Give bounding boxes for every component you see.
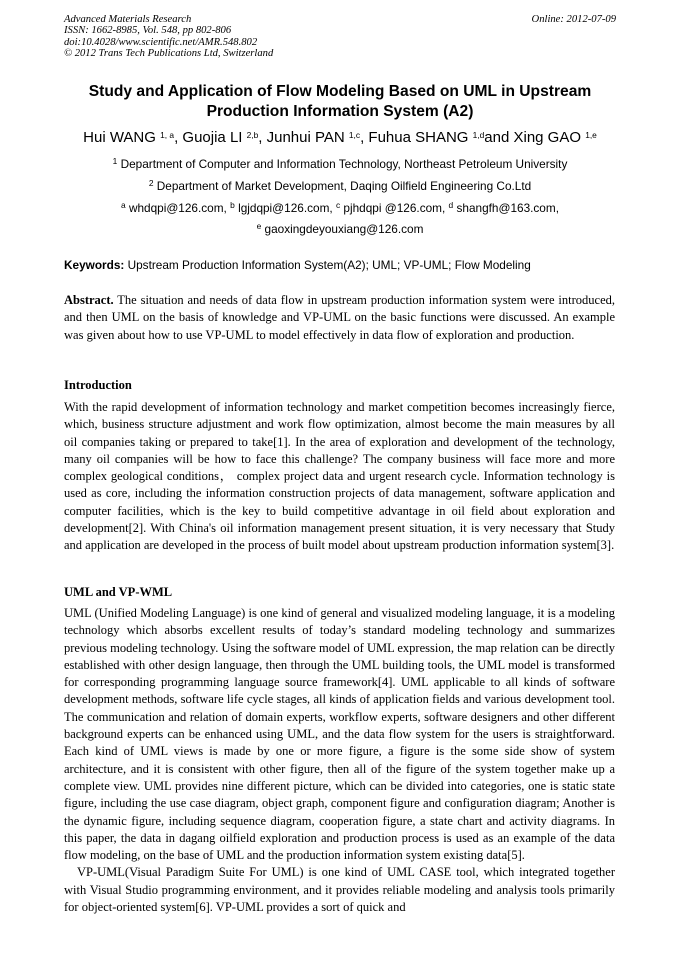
uml-section-body: [64, 605, 615, 916]
section-heading-introduction: Introduction: [64, 378, 132, 392]
keywords-label: Keywords:: [64, 258, 125, 272]
doi-line: doi:10.4028/www.scientific.net/AMR.548.802: [64, 36, 258, 48]
email-mark: c: [335, 200, 341, 210]
author-name: , Guojia LI: [174, 129, 247, 146]
author-affiliation-mark: 1, a: [160, 130, 175, 140]
author-list: [40, 128, 640, 148]
email-line-1: [40, 201, 640, 216]
email-mark: e: [256, 221, 262, 231]
journal-name: Advanced Materials Research: [64, 14, 192, 25]
email-address: shangfh@163.com,: [453, 201, 559, 215]
uml-paragraph: UML (Unified Modeling Language) is one kind of general and visualized modeling language, it is a modeling technology which absorbs excellent results of today’s standard modeling technology and summarizes previous modeling technology. Using the software model of UML expression, the map relation can be directly established with other design language, then through the UML building tools, the UML model is transformed for corresponding programming language source framework[4]. UML applicable to all kinds of software development methods, software life cycle stages, all kinds of application fields and various development tool. The communication and relation of domain experts, workflow experts, software designers and other different background experts can be enhanced using UML, and the data flow system for the users is straightforward. Each kind of UML views is made by one or more figure, a figure is the some side show of system architecture, and it is consistent with other figure, then all of the figure of the system together make up a complete view. UML provides nine different picture, which can be divided into categories, one is static state figure, including the use case diagram, object graph, component figure and configuration diagram; Another is the dynamic figure, including sequence diagram, cooperation figure, a state chart and activity diagrams. In this paper, the data in dagang oilfield exploration and production process is used as an example of the data flow modeling, on the base of UML and the production information system existing data[5].: [64, 606, 616, 863]
abstract: [64, 292, 615, 344]
email-address: gaoxingdeyouxiang@126.com: [261, 222, 424, 236]
online-date: Online: 2012-07-09: [531, 14, 616, 25]
email-line-2: [40, 222, 640, 237]
affiliation-2: [40, 179, 640, 194]
email-address: pjhdqpi @126.com,: [340, 201, 449, 215]
keywords-text: Upstream Production Information System(A2); UML; VP-UML; Flow Modeling: [124, 258, 531, 272]
abstract-label: Abstract.: [64, 293, 114, 307]
author-name: and Xing GAO: [484, 129, 586, 146]
affiliation-mark: 2: [148, 178, 154, 188]
affiliation-text: Department of Market Development, Daqing Oilfield Engineering Co.Ltd: [153, 179, 532, 193]
affiliation-1: [40, 157, 640, 172]
email-address: whdqpi@126.com,: [125, 201, 231, 215]
paper-title: Study and Application of Flow Modeling Based on UML in Upstream Production Information System (A2): [88, 83, 592, 120]
publication-header: [64, 14, 616, 60]
author-affiliation-mark: 1,c: [348, 130, 361, 140]
email-address: lgjdqpi@126.com,: [234, 201, 336, 215]
author-affiliation-mark: 1,e: [585, 130, 597, 140]
author-name: , Fuhua SHANG: [360, 129, 473, 146]
introduction-paragraph: With the rapid development of information technology and market competition becomes increasingly fierce, which, business structure adjustment and work flow optimization, almost become the main measures by all oil companies taking or prepared to take[1]. In the area of exploration and development of the technology, many oil companies will be how to face this challenge? The company business will face more and more complex geological conditions， complex project data and urgent research cycle. Information technology is used as core, including the information construction projects of data management, software application and computer facilities, which is the key to build competitive advantage in oil field about exploration and development[2]. With China's oil information management present situation, it is very necessary that Study and application are developed in the process of built model about upstream production information system[3].: [64, 400, 615, 553]
affiliation-text: Department of Computer and Information Technology, Northeast Petroleum University: [117, 157, 568, 171]
keywords: [64, 258, 616, 273]
author-affiliation-mark: 1,d: [472, 130, 485, 140]
affiliation-mark: 1: [112, 156, 118, 166]
email-mark: b: [230, 200, 235, 210]
author-name: Hui WANG: [83, 129, 161, 146]
author-name: , Junhui PAN: [258, 129, 349, 146]
email-mark: d: [448, 200, 454, 210]
email-mark: a: [121, 200, 126, 210]
author-affiliation-mark: 2,b: [246, 130, 259, 140]
copyright-line: © 2012 Trans Tech Publications Ltd, Switzerland: [64, 48, 274, 60]
vpuml-paragraph: VP-UML(Visual Paradigm Suite For UML) is one kind of UML CASE tool, which integrated together with Visual Studio programming environment, and it provides reliable modeling and analysis tools primarily for object-oriented system[6]. VP-UML provides a sort of quick and: [64, 865, 615, 915]
abstract-text: The situation and needs of data flow in upstream production information system were introduced, and then UML on the basis of knowledge and VP-UML on the basic functions were discussed. An example was given about how to use VP-UML to model effectively in data flow of exploration and production.: [64, 293, 615, 342]
issn-line: ISSN: 1662-8985, Vol. 548, pp 802-806: [64, 25, 232, 37]
section-heading-uml: UML and VP-WML: [64, 585, 173, 599]
